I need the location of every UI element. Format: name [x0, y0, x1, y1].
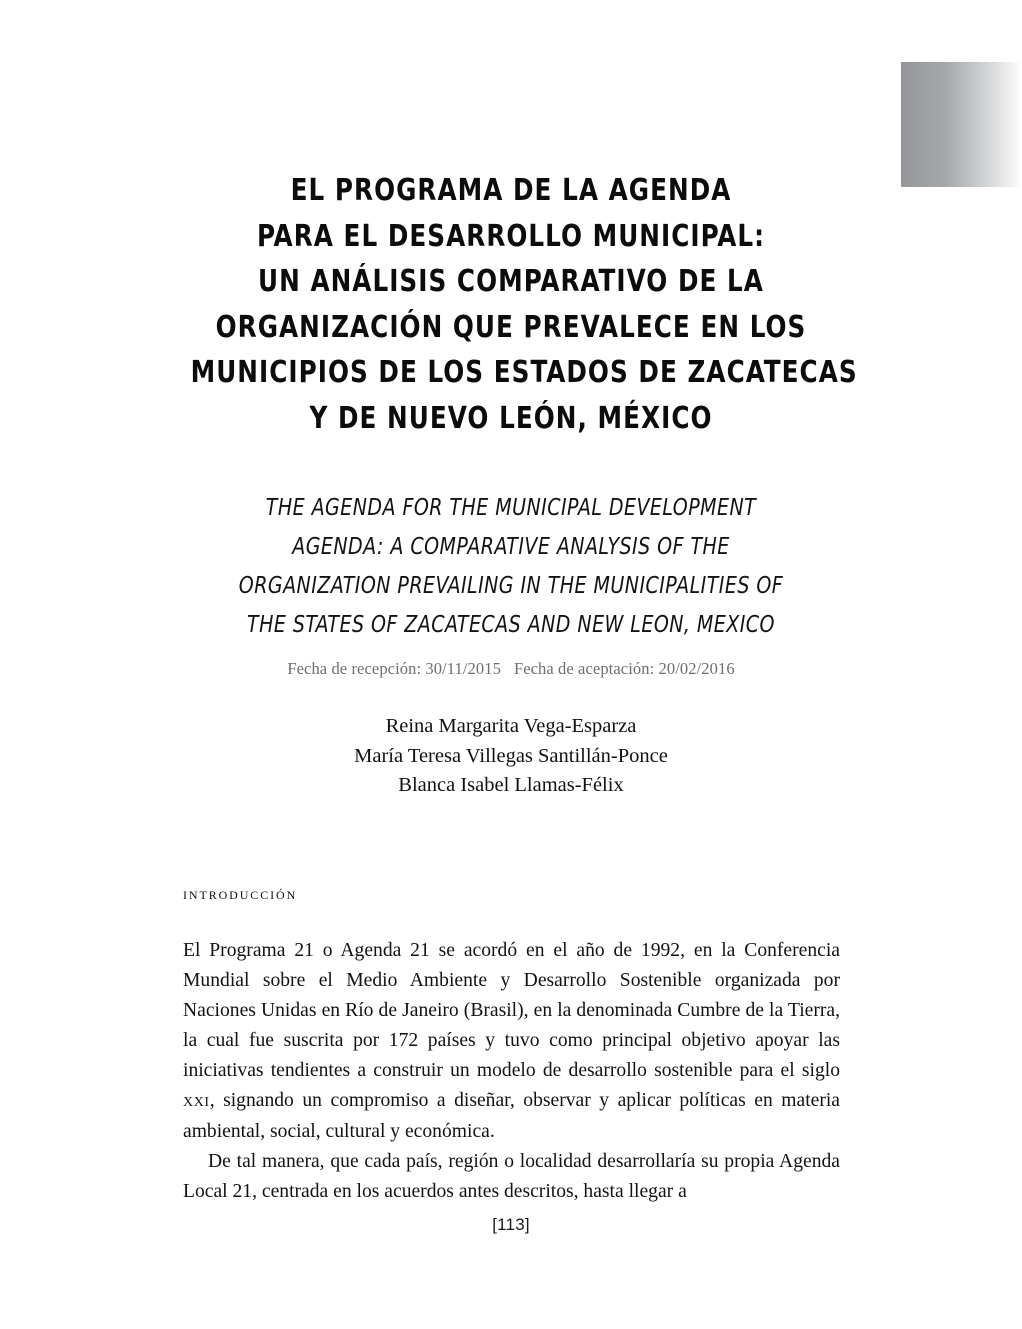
paragraph-2: De tal manera, que cada país, región o localidad desarrollaría su propia Agenda Local 21, centrada en los acuerdos antes descritos, hasta llegar a — [183, 1150, 840, 1202]
title-line-5: MUNICIPIOS DE LOS ESTADOS DE ZACATECAS — [190, 355, 858, 390]
paragraph-1-text-a: El Programa 21 o Agenda 21 se acordó en el año de 1992, en la Conferencia Mundial sobre el Medio Ambiente y Desarrollo Sostenible organizada por Naciones Unidas en Río de Janeiro (Brasil), en la denominada Cumbre de la Tierra, la cual fue suscrita por 172 países y tuvo como principal objetivo apoyar las iniciativas tendientes a construir un modelo de desarrollo sostenible para el siglo — [183, 940, 840, 1082]
publication-dates — [0, 659, 1022, 679]
article-title — [155, 168, 867, 441]
body-text — [183, 936, 840, 1207]
gradient-corner-block — [901, 62, 1022, 187]
reception-date: Fecha de recepción: 30/11/2015 — [287, 659, 501, 678]
section-heading-introduccion: introducción — [183, 884, 298, 903]
author-list — [0, 712, 1022, 801]
acceptance-date: Fecha de aceptación: 20/02/2016 — [513, 659, 735, 678]
title-line-4: ORGANIZACIÓN QUE PREVALECE EN LOS — [215, 309, 807, 345]
title-line-1: EL PROGRAMA DE LA AGENDA — [290, 173, 732, 208]
paragraph-1 — [183, 936, 840, 1147]
author-name-3: Blanca Isabel Llamas-Félix — [398, 774, 624, 796]
subtitle-line-3: ORGANIZATION PREVAILING IN THE MUNICIPALITIES OF — [238, 571, 784, 599]
paragraph-1-text-b: , signando un compromiso a diseñar, observar y aplicar políticas en materia ambiental, social, cultural y económica. — [183, 1090, 840, 1142]
subtitle-line-2: AGENDA: A COMPARATIVE ANALYSIS OF THE — [292, 532, 730, 560]
page-folio: [113] — [492, 1215, 530, 1234]
subtitle-line-4: THE STATES OF ZACATECAS AND NEW LEON, MEXICO — [247, 610, 775, 638]
author-name-1: Reina Margarita Vega-Esparza — [385, 715, 637, 737]
title-line-3: UN ANÁLISIS COMPARATIVO DE LA — [258, 264, 764, 299]
title-line-6: Y DE NUEVO LEÓN, MÉXICO — [309, 400, 713, 436]
article-subtitle-english — [150, 488, 872, 644]
subtitle-line-1: THE AGENDA FOR THE MUNICIPAL DEVELOPMENT — [265, 493, 757, 521]
author-name-2: María Teresa Villegas Santillán-Ponce — [354, 744, 668, 767]
title-line-2: PARA EL DESARROLLO MUNICIPAL: — [256, 218, 766, 254]
paragraph-1-smallcaps-xxi: xxi — [183, 1090, 210, 1112]
